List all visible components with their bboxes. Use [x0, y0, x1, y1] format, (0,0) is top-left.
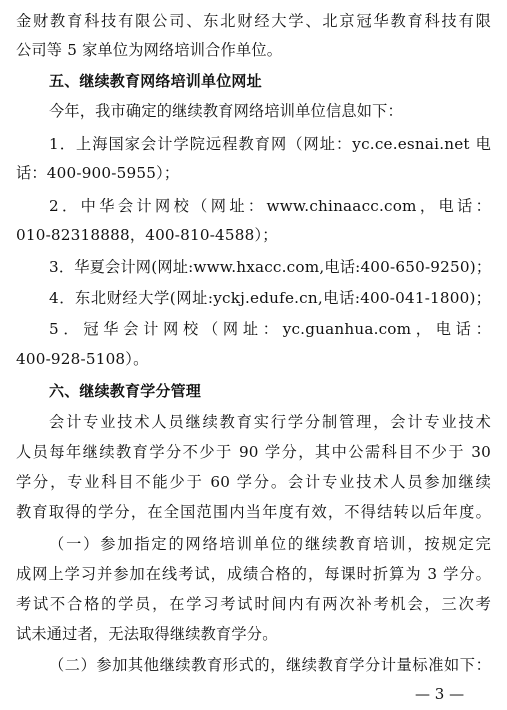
list-item: 5．冠华会计网校（网址：yc.guanhua.com，电话：: [49, 320, 491, 338]
list-item: 2．中华会计网校（网址：www.chinaacc.com，电话：: [49, 197, 491, 215]
paragraph-line: 金财教育科技有限公司、东北财经大学、北京冠华教育科技有限: [16, 12, 491, 30]
list-item-continuation: 400-928-5108）。: [16, 350, 149, 368]
paragraph-line: 考试不合格的学员，在学习考试时间内有两次补考机会，三次考: [16, 595, 491, 613]
list-item-continuation: 话：400-900-5955）；: [16, 164, 180, 182]
paragraph-line: 学分，专业科目不能少于 60 学分。会计专业技术人员参加继续: [16, 473, 491, 491]
list-item: 4．东北财经大学(网址:yckj.edufe.cn,电话:400-041-1800)；: [49, 289, 491, 307]
list-item-continuation: 010-82318888，400-810-4588）；: [16, 226, 278, 244]
section-heading-five: 五、继续教育网络培训单位网址: [49, 72, 262, 90]
paragraph-line: 试未通过者，无法取得继续教育学分。: [16, 625, 278, 643]
paragraph-line: 教育取得的学分，在全国范围内当年度有效，不得结转以后年度。: [16, 503, 491, 521]
paragraph-line: 会计专业技术人员继续教育实行学分制管理，会计专业技术: [49, 413, 491, 431]
list-item: 1．上海国家会计学院远程教育网（网址：yc.ce.esnai.net 电: [49, 135, 491, 153]
paragraph-line: 成网上学习并参加在线考试，成绩合格的，每课时折算为 3 学分。: [16, 565, 491, 583]
page-number: — 3 —: [415, 685, 465, 703]
paragraph-line: 公司等 5 家单位为网络培训合作单位。: [16, 41, 283, 59]
list-item: 3．华夏会计网(网址:www.hxacc.com,电话:400-650-9250)；: [49, 258, 492, 276]
paragraph-line: 今年，我市确定的继续教育网络培训单位信息如下：: [49, 102, 403, 120]
paragraph-line: （一）参加指定的网络培训单位的继续教育培训，按规定完: [49, 535, 491, 553]
section-heading-six: 六、继续教育学分管理: [49, 382, 202, 400]
paragraph-line: （二）参加其他继续教育形式的，继续教育学分计量标准如下：: [49, 656, 491, 674]
paragraph-line: 人员每年继续教育学分不少于 90 学分，其中公需科目不少于 30: [16, 443, 491, 461]
